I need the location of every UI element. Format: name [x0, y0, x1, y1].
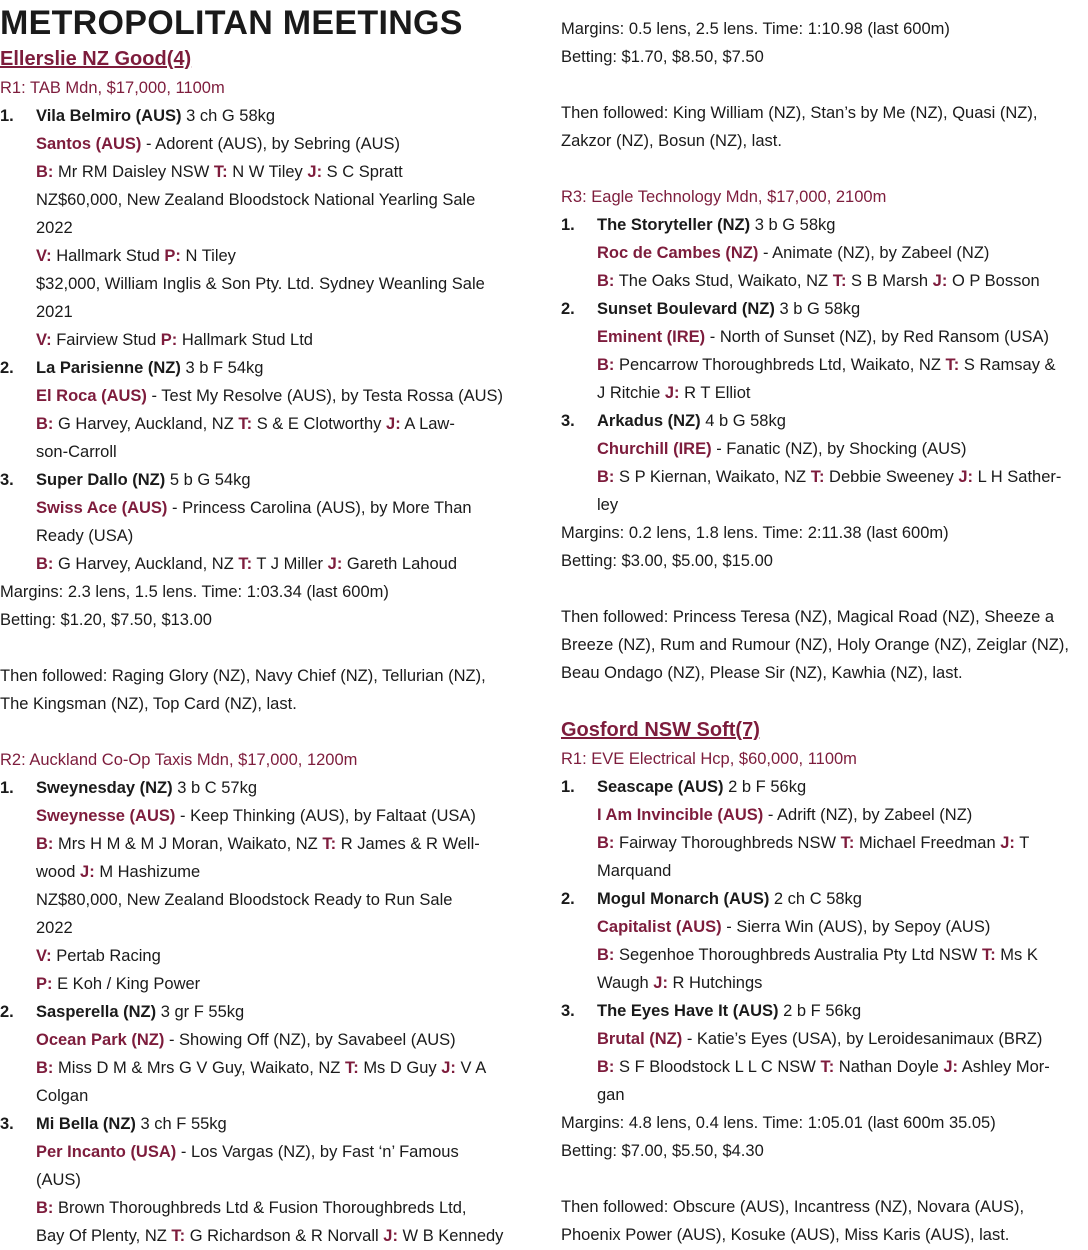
- horse-name: Sunset Boulevard (NZ): [597, 300, 775, 318]
- horse-name: La Parisienne (NZ): [36, 359, 181, 377]
- pedigree-line: Eminent (IRE) - North of Sunset (NZ), by Red Ransom (USA): [597, 328, 1050, 346]
- horse-name: Mi Bella (NZ): [36, 1115, 136, 1133]
- connections-line: B: Segenhoe Thoroughbreds Australia Pty Ltd NSW T: Ms K: [597, 946, 1038, 964]
- pedigree-line: Churchill (IRE) - Fanatic (NZ), by Shocking (AUS): [597, 440, 967, 458]
- race-title: R1: TAB Mdn, $17,000, 1100m: [0, 79, 225, 97]
- sire-name: Ocean Park (NZ): [36, 1031, 165, 1049]
- pedigree-line: Santos (AUS) - Adorent (AUS), by Sebring (AUS): [36, 135, 401, 153]
- horse-name: The Eyes Have It (AUS): [597, 1002, 779, 1020]
- connections-line: B: G Harvey, Auckland, NZ T: S & E Clotworthy J: A Law-: [36, 415, 455, 433]
- followed-line: Then followed: Raging Glory (NZ), Navy Chief (NZ), Tellurian (NZ),: [0, 667, 486, 685]
- followed-line: Beau Ondago (NZ), Please Sir (NZ), Kawhia (NZ), last.: [561, 664, 963, 682]
- betting-line: Betting: $1.20, $7.50, $13.00: [0, 611, 212, 629]
- pedigree-line: Ocean Park (NZ) - Showing Off (NZ), by Savabeel (AUS): [36, 1031, 456, 1049]
- sale-line: NZ$80,000, New Zealand Bloodstock Ready to Run Sale: [36, 891, 453, 909]
- sire-name: El Roca (AUS): [36, 387, 147, 405]
- followed-line: The Kingsman (NZ), Top Card (NZ), last.: [0, 695, 297, 713]
- pedigree-line: El Roca (AUS) - Test My Resolve (AUS), by Testa Rossa (AUS): [36, 387, 504, 405]
- connections-line: gan: [597, 1086, 625, 1104]
- connections-line: Waugh J: R Hutchings: [597, 974, 763, 992]
- meeting-title[interactable]: Ellerslie NZ Good(4): [0, 48, 192, 70]
- betting-line: Betting: $7.00, $5.50, $4.30: [561, 1142, 764, 1160]
- sale-line: 2022: [36, 919, 73, 937]
- pedigree-line: I Am Invincible (AUS) - Adrift (NZ), by Zabeel (NZ): [597, 806, 973, 824]
- sale-line: 2021: [36, 303, 73, 321]
- placing-row: 3. Arkadus (NZ) 4 b G 58kg: [561, 412, 786, 430]
- followed-line: Phoenix Power (AUS), Kosuke (AUS), Miss Karis (AUS), last.: [561, 1226, 1010, 1244]
- followed-line: Then followed: King William (NZ), Stan’s by Me (NZ), Quasi (NZ),: [561, 104, 1038, 122]
- pedigree-line: Capitalist (AUS) - Sierra Win (AUS), by Sepoy (AUS): [597, 918, 991, 936]
- connections-line: ley: [597, 496, 619, 514]
- followed-line: Breeze (NZ), Rum and Rumour (NZ), Holy Orange (NZ), Zeiglar (NZ),: [561, 636, 1069, 654]
- connections-line: son-Carroll: [36, 443, 117, 461]
- followed-line: Then followed: Obscure (AUS), Incantress (NZ), Novara (AUS),: [561, 1198, 1025, 1216]
- sire-name: Sweynesse (AUS): [36, 807, 176, 825]
- pedigree-line: Swiss Ace (AUS) - Princess Carolina (AUS), by More Than: [36, 499, 472, 517]
- placing-row: 2. La Parisienne (NZ) 3 b F 54kg: [0, 359, 264, 377]
- horse-name: Sweynesday (NZ): [36, 779, 173, 797]
- left-column: [0, 0, 530, 1250]
- race-title: R3: Eagle Technology Mdn, $17,000, 2100m: [561, 188, 887, 206]
- pedigree-line: Roc de Cambes (NZ) - Animate (NZ), by Zabeel (NZ): [597, 244, 990, 262]
- meeting-title[interactable]: Gosford NSW Soft(7): [561, 719, 760, 741]
- connections-line: wood J: M Hashizume: [36, 863, 201, 881]
- connections-line: Colgan: [36, 1087, 89, 1105]
- horse-name: The Storyteller (NZ): [597, 216, 751, 234]
- placing-row: 2. Sasperella (NZ) 3 gr F 55kg: [0, 1003, 245, 1021]
- margins-line: Margins: 4.8 lens, 0.4 lens. Time: 1:05.01 (last 600m 35.05): [561, 1114, 996, 1132]
- placing-row: 3. The Eyes Have It (AUS) 2 b F 56kg: [561, 1002, 862, 1020]
- placing-row: 3. Super Dallo (NZ) 5 b G 54kg: [0, 471, 251, 489]
- horse-name: Mogul Monarch (AUS): [597, 890, 770, 908]
- sire-name: Per Incanto (USA): [36, 1143, 177, 1161]
- vendor-line: V: Pertab Racing: [36, 947, 161, 965]
- margins-line: Margins: 0.2 lens, 1.8 lens. Time: 2:11.38 (last 600m): [561, 524, 949, 542]
- connections-line: B: The Oaks Stud, Waikato, NZ T: S B Marsh J: O P Bosson: [597, 272, 1040, 290]
- horse-name: Seascape (AUS): [597, 778, 724, 796]
- betting-line: Betting: $1.70, $8.50, $7.50: [561, 48, 764, 66]
- placing-row: 1. Seascape (AUS) 2 b F 56kg: [561, 778, 807, 796]
- horse-desc: 3 ch G 58kg: [186, 107, 276, 125]
- connections-line: Bay Of Plenty, NZ T: G Richardson & R Norvall J: W B Kennedy: [36, 1227, 504, 1245]
- connections-line: B: Pencarrow Thoroughbreds Ltd, Waikato, NZ T: S Ramsay &: [597, 356, 1056, 374]
- followed-line: Zakzor (NZ), Bosun (NZ), last.: [561, 132, 782, 150]
- margins-line: Margins: 2.3 lens, 1.5 lens. Time: 1:03.34 (last 600m): [0, 583, 389, 601]
- pedigree-line: Sweynesse (AUS) - Keep Thinking (AUS), by Faltaat (USA): [36, 807, 476, 825]
- purchaser-line: P: E Koh / King Power: [36, 975, 201, 993]
- connections-line: B: Mr RM Daisley NSW T: N W Tiley J: S C Spratt: [36, 163, 403, 181]
- race-title: R1: EVE Electrical Hcp, $60,000, 1100m: [561, 750, 857, 768]
- connections-line: B: Miss D M & Mrs G V Guy, Waikato, NZ T: Ms D Guy J: V A: [36, 1059, 487, 1077]
- followed-line: Then followed: Princess Teresa (NZ), Magical Road (NZ), Sheeze a: [561, 608, 1055, 626]
- connections-line: B: S F Bloodstock L L C NSW T: Nathan Doyle J: Ashley Mor-: [597, 1058, 1050, 1076]
- sire-name: Roc de Cambes (NZ): [597, 244, 759, 262]
- horse-name: Super Dallo (NZ): [36, 471, 166, 489]
- placing-row: 2. Sunset Boulevard (NZ) 3 b G 58kg: [561, 300, 861, 318]
- placing-row: 1. Sweynesday (NZ) 3 b C 57kg: [0, 779, 258, 797]
- vendor-line: V: Fairview Stud P: Hallmark Stud Ltd: [36, 331, 313, 349]
- placing-row: 3. Mi Bella (NZ) 3 ch F 55kg: [0, 1115, 227, 1133]
- connections-line: J Ritchie J: R T Elliot: [597, 384, 751, 402]
- sire-name: Swiss Ace (AUS): [36, 499, 168, 517]
- vendor-line: V: Hallmark Stud P: N Tiley: [36, 247, 236, 265]
- sire-name: Brutal (NZ): [597, 1030, 683, 1048]
- horse-name: Arkadus (NZ): [597, 412, 701, 430]
- horse-name: Vila Belmiro (AUS): [36, 107, 182, 125]
- sire-name: Churchill (IRE): [597, 440, 712, 458]
- placing-row: 2. Mogul Monarch (AUS) 2 ch C 58kg: [561, 890, 862, 908]
- connections-line: B: S P Kiernan, Waikato, NZ T: Debbie Sweeney J: L H Sather-: [597, 468, 1062, 486]
- horse-name: Sasperella (NZ): [36, 1003, 157, 1021]
- placing-row: [0, 102, 530, 130]
- sire-name: Santos (AUS): [36, 135, 142, 153]
- pedigree-line: Per Incanto (USA) - Los Vargas (NZ), by Fast ‘n’ Famous: [36, 1143, 459, 1161]
- margins-line: Margins: 0.5 lens, 2.5 lens. Time: 1:10.98 (last 600m): [561, 20, 950, 38]
- sire-name: Eminent (IRE): [597, 328, 706, 346]
- page-title: METROPOLITAN MEETINGS: [0, 4, 463, 42]
- placing-number: 1.: [0, 107, 14, 125]
- connections-line: B: Mrs H M & M J Moran, Waikato, NZ T: R James & R Well-: [36, 835, 480, 853]
- sale-line: $32,000, William Inglis & Son Pty. Ltd. Sydney Weanling Sale: [36, 275, 485, 293]
- connections-line: B: Brown Thoroughbreds Ltd & Fusion Thoroughbreds Ltd,: [36, 1199, 467, 1217]
- pedigree-line: (AUS): [36, 1171, 81, 1189]
- pedigree-line: Brutal (NZ) - Katie’s Eyes (USA), by Leroidesanimaux (BRZ): [597, 1030, 1043, 1048]
- betting-line: Betting: $3.00, $5.00, $15.00: [561, 552, 773, 570]
- sale-line: 2022: [36, 219, 73, 237]
- sale-line: NZ$60,000, New Zealand Bloodstock National Yearling Sale: [36, 191, 476, 209]
- placing-row: 1. The Storyteller (NZ) 3 b G 58kg: [561, 216, 836, 234]
- connections-line: B: Fairway Thoroughbreds NSW T: Michael Freedman J: T: [597, 834, 1030, 852]
- connections-line: B: G Harvey, Auckland, NZ T: T J Miller J: Gareth Lahoud: [36, 555, 457, 573]
- sire-name: I Am Invincible (AUS): [597, 806, 764, 824]
- connections-line: Marquand: [597, 862, 672, 880]
- right-column: [561, 0, 1088, 1249]
- pedigree-line: Ready (USA): [36, 527, 134, 545]
- sire-name: Capitalist (AUS): [597, 918, 722, 936]
- race-title: R2: Auckland Co-Op Taxis Mdn, $17,000, 1200m: [0, 751, 358, 769]
